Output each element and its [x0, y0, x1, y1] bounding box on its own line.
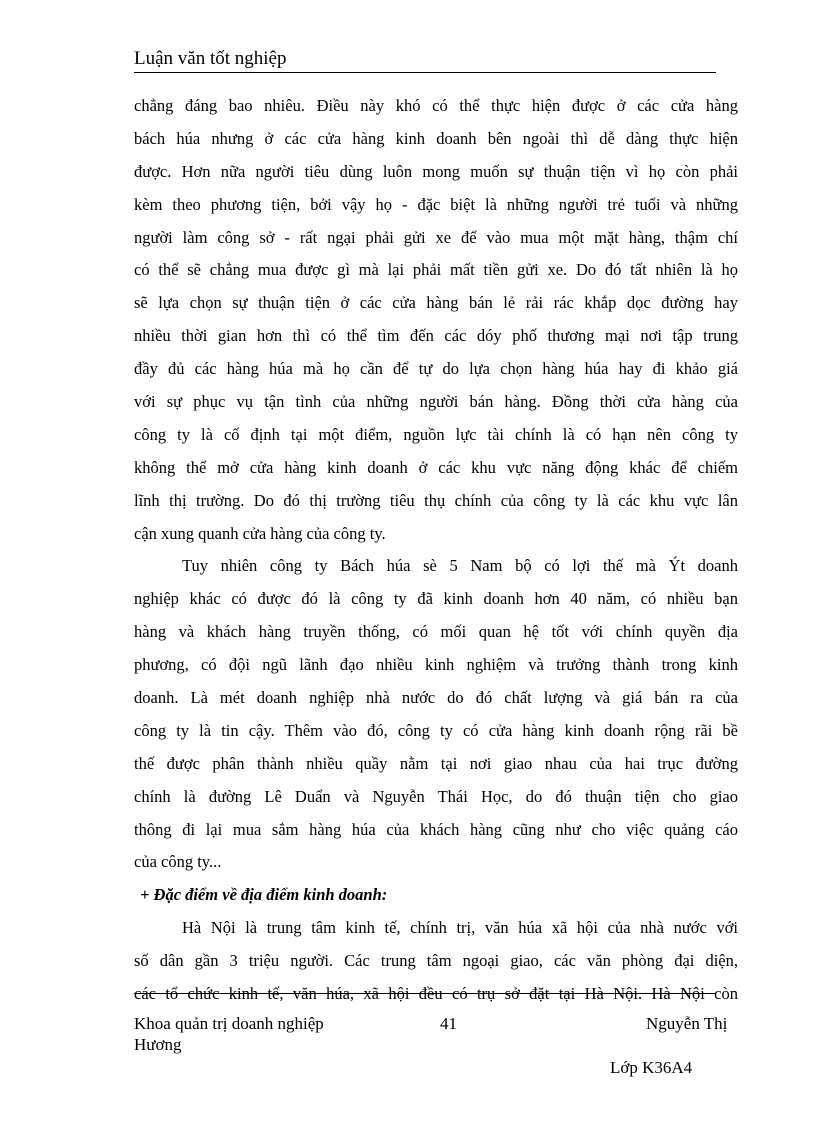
- footer-author: Nguyễn Thị: [646, 1014, 728, 1033]
- body-text: [134, 90, 738, 1011]
- page-number: 41: [440, 1014, 457, 1033]
- text-line: các tổ chức kinh tế, văn húa, xã hội đều có trụ sở đặt tại Hà Nội. Hà Nội còn: [134, 984, 738, 1004]
- footer-divider: [134, 993, 716, 994]
- text-line: thông đi lại mua sắm hàng húa của khách hàng cũng như cho việc quảng cáo: [134, 819, 738, 839]
- text-line: với sự phục vụ tận tình của những người bán hàng. Đồng thời cửa hàng của: [134, 392, 738, 412]
- text-line: có thể sẽ chẳng mua được gì mà lại phải mất tiền gửi xe. Do đó tất nhiên là họ: [134, 260, 738, 280]
- text-line: phương, có đội ngũ lãnh đạo nhiều kinh nghiệm và trưởng thành trong kinh: [134, 655, 738, 675]
- text-line: công ty là cố định tại một điểm, nguồn lực tài chính là có hạn nên công ty: [134, 424, 738, 444]
- text-line: được. Hơn nữa người tiêu dùng luôn mong muốn sự thuận tiện vì họ còn phải: [134, 161, 738, 181]
- section-subheading: + Đặc điểm về địa điểm kinh doanh:: [140, 885, 388, 905]
- text-line: kèm theo phương tiện, bởi vậy họ - đặc biệt là những người trẻ tuổi và những: [134, 194, 738, 214]
- footer-department: Khoa quản trị doanh nghiệp: [134, 1014, 324, 1033]
- text-line: số dân gần 3 triệu người. Các trung tâm ngoại giao, các văn phòng đại diện,: [134, 951, 738, 971]
- text-line: Hà Nội là trung tâm kinh tế, chính trị, văn húa xã hội của nhà nước với: [182, 918, 738, 938]
- text-line: chẳng đáng bao nhiêu. Điều này khó có thể thực hiện được ở các cửa hàng: [134, 96, 738, 115]
- text-line: không thể mở cửa hàng kinh doanh ở các khu vực năng động khác để chiếm: [134, 457, 738, 477]
- running-header: [134, 48, 716, 73]
- text-line: người làm công sở - rất ngại phải gửi xe để vào mua một mặt hàng, thậm chí: [134, 227, 738, 247]
- text-line: bách húa nhưng ở các cửa hàng kinh doanh bên ngoài thì dễ dàng thực hiện: [134, 128, 738, 148]
- text-line: doanh. Là mét doanh nghiệp nhà nước do đó chất lượng và giá bán ra của: [134, 688, 738, 708]
- text-line: nghiệp khác có được đó là công ty đã kinh doanh hơn 40 năm, có nhiều bạn: [134, 589, 738, 609]
- footer-class: Lớp K36A4: [610, 1058, 693, 1077]
- text-line: cận xung quanh cửa hàng của công ty.: [134, 523, 386, 543]
- text-line: hàng và khách hàng truyền thống, có mối quan hệ tốt với chính quyền địa: [134, 622, 738, 642]
- text-line: lĩnh thị trường. Do đó thị trường tiêu thụ chính của công ty là các khu vực lân: [134, 490, 738, 510]
- footer-author-continued: Hương: [134, 1035, 182, 1054]
- text-line: đầy đủ các hàng húa mà họ cần để tự do lựa chọn hàng húa hay đi khảo giá: [134, 359, 738, 379]
- text-line: sẽ lựa chọn sự thuận tiện ở các cửa hàng bán lẻ rải rác khắp dọc đường hay: [134, 293, 738, 313]
- text-line: chính là đường Lê Duẩn và Nguyễn Thái Học, do đó thuận tiện cho giao: [134, 786, 738, 806]
- text-line: công ty là tin cậy. Thêm vào đó, công ty có cửa hàng kinh doanh rộng rãi bề: [134, 720, 738, 740]
- text-line: của công ty...: [134, 852, 222, 872]
- text-line: thế được phân thành nhiều quầy nằm tại nơi giao nhau của hai trục đường: [134, 753, 738, 773]
- text-line: nhiều thời gian hơn thì có thể tìm đến các dóy phố thương mại nơi tập trung: [134, 326, 738, 346]
- text-line: Tuy nhiên công ty Bách húa sè 5 Nam bộ có lợi thế mà Ýt doanh: [182, 556, 738, 576]
- header-title: Luận văn tốt nghiệp: [134, 48, 287, 69]
